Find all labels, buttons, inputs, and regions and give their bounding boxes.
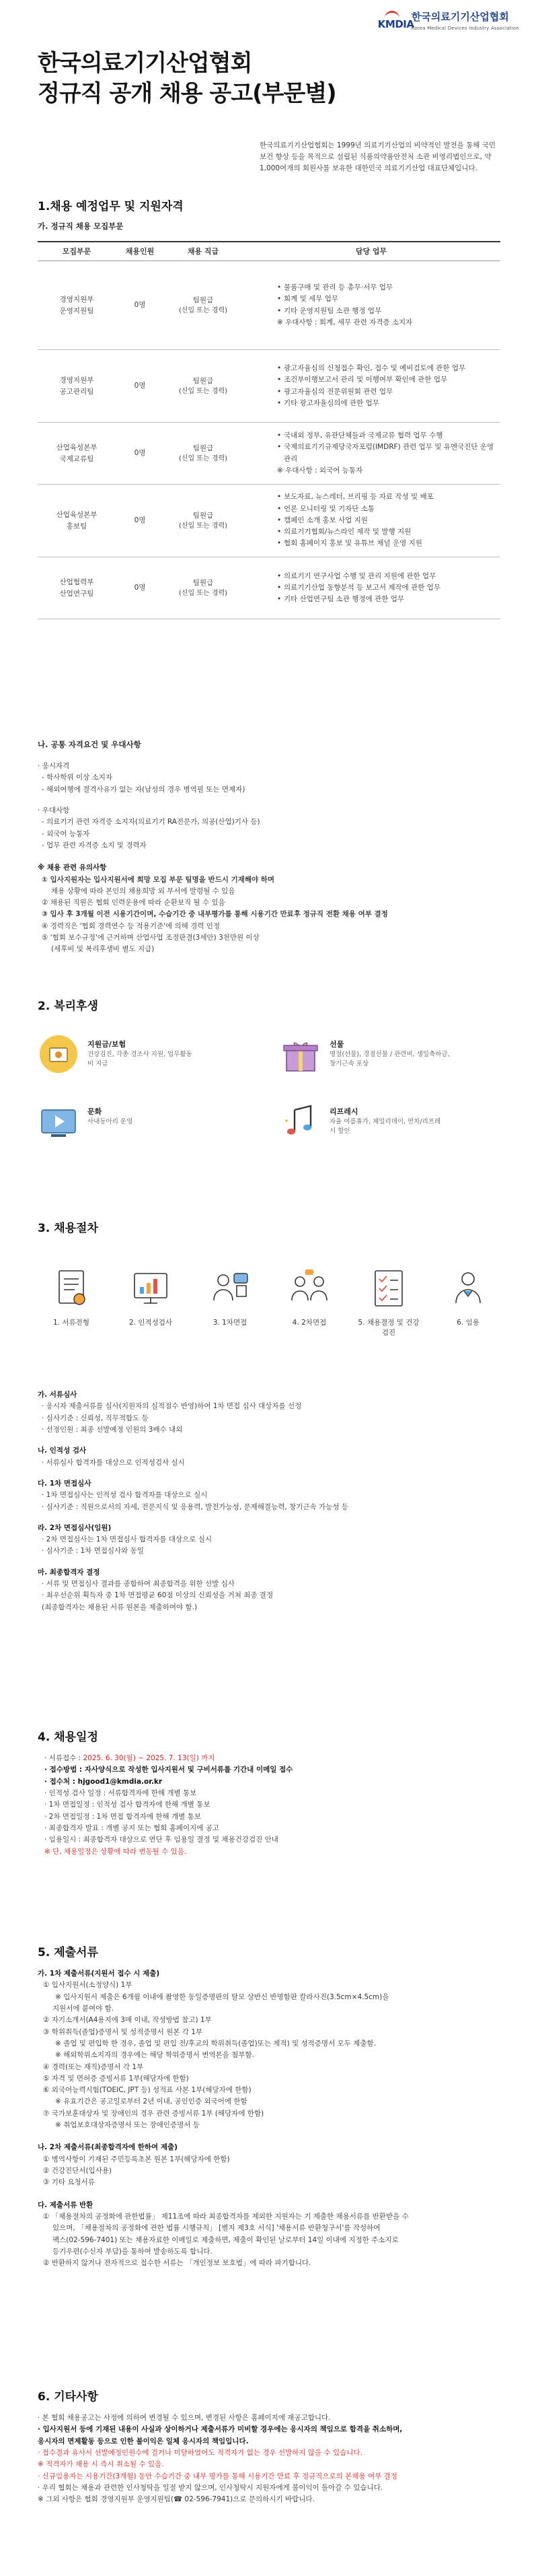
duty-item: • 의료기기산업 동향분석 등 보고서 제작에 관한 업무: [277, 582, 500, 594]
duty-item: • 국내외 정부, 유관단체들과 국제교류 협력 업무 수행: [277, 430, 500, 442]
grade-cell: 팀원급 (신입 또는 경력): [178, 295, 228, 314]
section1-title: 1.채용 예정업무 및 지원자격: [38, 200, 184, 213]
pref-item: - 업무 관련 자격증 소지 및 경력자: [42, 841, 147, 849]
detail-line: (최종합격자는 채용된 서류 원본을 제출하여야 함.): [42, 1603, 198, 1611]
dept-cell: 산업협력부 산업연구팀: [59, 578, 94, 598]
table-header: 모집부문 채용인원 채용 직급 담당 업무: [38, 241, 500, 261]
docs-line: 있으며, 「채용절차의 공정화에 관한 법률 시행규칙」 [별지 제3호 서식] '채용서류 반환청구서'를 작성하여: [52, 2224, 381, 2233]
dept-cell: 산업육성본부 홍보팀: [56, 511, 98, 530]
duties-cell: [242, 430, 500, 477]
docs-line: ※ 입사지원서 제출은 6개월 이내에 촬영한 동일증명판의 탈모 상반신 반명함판 칼라사진(3.5cm×4.5cm)을: [55, 1992, 389, 2001]
detail-heading: 가. 서류심사: [38, 1391, 77, 1399]
note-item: ② 채용된 직원은 협회 인력운용에 따라 순환보직 될 수 있음: [42, 899, 225, 907]
duty-note: ※ 우대사항 : 외국어 능통자: [277, 466, 363, 475]
schedule-line: · 접수방법 : 자사양식으로 작성한 입사지원서 및 구비서류를 기간내 이메일 접수: [44, 1766, 293, 1774]
note-item: ① 입사지원자는 입사지원서에 희망 모집 부문 팀명을 반드시 기재해야 하며: [42, 875, 275, 884]
section2-title: 2. 복리후생: [38, 1000, 98, 1013]
note-item: (세후비 및 복리후생비 별도 지급): [51, 945, 155, 954]
count-cell: 0명: [134, 382, 146, 390]
docs-line: ② 반환하지 않거나 전자적으로 접수한 서류는 「개인정보 보호법」에 따라 파기합니다.: [43, 2259, 311, 2268]
page-title: 한국의료기기산업협회 정규직 공개 채용 공고(부문별): [38, 50, 336, 107]
docs-heading: 다. 제출서류 반환: [38, 2200, 93, 2209]
grade-cell: 팀원급 (신입 또는 경력): [178, 376, 228, 395]
docs-line: ⑥ 외국어능력시험(TOEIC, JPT 등) 성적표 사본 1부(해당자에 한함): [43, 2086, 252, 2095]
detail-heading: 다. 1차 면접심사: [38, 1479, 91, 1488]
schedule-line: · 1차 면접일정 : 인적성 검사 합격자에 한해 개별 통보: [44, 1801, 210, 1809]
job-table: [38, 241, 500, 619]
step-interview2: 4. 2차면접: [276, 1264, 343, 1328]
step-document: 1. 서류전형: [38, 1264, 105, 1328]
misc-line: ※ 적격자가 채용 시 즉시 취소될 수 있음.: [38, 2460, 164, 2469]
dept-cell: 산업육성본부 국제교류팀: [56, 444, 98, 463]
detail-line: · 응시자 제출서류를 심사(지원자의 실적점수 반영)하여 1차 면접 심사 대상자를 선정: [42, 1402, 302, 1411]
table-row: [38, 485, 500, 557]
docs-line: ③ 학위취득(졸업)증명서 및 성적증명서 원본 각 1부: [43, 2027, 203, 2036]
duty-item: • 의료기기 연구사업 수행 및 관리 지원에 관한 업무: [277, 571, 500, 582]
detail-heading: 라. 2차 면접심사(임원): [38, 1523, 112, 1532]
schedule-line: · 최종합격자 발표 : 개별 공지 또는 협회 홈페이지에 공고: [44, 1823, 220, 1832]
docs-line: 지원서에 붙여야 함.: [52, 2004, 114, 2013]
gift-icon: [280, 1033, 321, 1075]
table-row: [38, 261, 500, 350]
duties-cell: [242, 491, 500, 550]
step-aptitude: 2. 인적성검사: [117, 1264, 184, 1328]
hire-icon: [444, 1264, 492, 1313]
count-cell: 0명: [134, 301, 146, 310]
process-details: [38, 1389, 500, 1613]
duties-cell: [242, 571, 500, 606]
welfare-gift: 선물 명절(선물), 경절선물 / 관련비, 생일축하금, 창기근속 포상: [280, 1033, 495, 1075]
duty-item: • 기타 운영지원팀 소관 행정 업무: [277, 306, 500, 317]
duty-item: • 조건부이행보고서 관리 및 이행여부 확인에 관한 업무: [277, 374, 500, 386]
duty-item: • 의료기기협회/뉴스라인 제작 및 발행 지원: [277, 526, 500, 538]
docs-line: ③ 기타 요청서류: [43, 2178, 95, 2187]
note-item: ③ 입사 후 3개월 이전 시용기간이며, 수습기간 중 내부평가를 통해 시용기간 만료후 정규직 전환 채용 여부 결정: [42, 910, 388, 919]
dept-cell: 경영지원부 공고관리팀: [59, 376, 94, 396]
interview2-icon: [285, 1264, 334, 1313]
docs-line: ⑦ 국가보훈대상자 및 장애인의 경우 관련 증빙서류 1부 (해당자에 한함): [43, 2109, 264, 2118]
logo-mark-icon: KMDIA: [378, 9, 408, 32]
logo-korean-name: 한국의료기기산업협회: [411, 11, 509, 23]
common-requirements: · 응시자격 - 학사학위 이상 소지자 - 해외여행에 결격사유가 없는 자(남성의 경우 병역필 또는 면제자) · 우대사항 - 의료기기 관련 자격증 소지자(의료기기 RA전문가, 의공(산업)기사 등) - 외국어 능통자 - 업무 관련 자격증 소지 및 경력자 ※ 채용 관련 유의사항 ① 입사지원자는 입사지원서에 희망 모집 부문 팀명을 반드시 기재해야 하며 채용 상황에 따라 본인의 채용희망 외 부서에 발령될 수 있음 ② 채용된 직원은 협회 인력운용에 따라 순환보직 될 수 있음 ③ 입사 후 3개월 이전 시용기간이며, 수습기간 중 내부평가를 통해 시용기간 만료후 정규직 전환 채용 여부 결정 ④ 경력직은 '협회 경력연수 등 적용기준'에 의해 경력 인정 ⑤ '협회 보수규정'에 근거하며 산업사업 조정판결(3세안) 3천만원 이상 (세후비 및 복리후생비 별도 지급): [38, 761, 500, 956]
process-steps: [38, 1264, 500, 1338]
misc-line: · 우리 협회는 채용과 관련한 인사청탁을 일절 받지 않으며, 인사청탁시 지원자에게 불이익이 돌아갈 수 있습니다.: [38, 2483, 383, 2492]
count-cell: 0명: [134, 449, 146, 458]
note-item: ④ 경력직은 '협회 경력연수 등 적용기준'에 의해 경력 인정: [42, 921, 221, 930]
misc-line: · 접수결과 유사서 선발예정인원수에 걸거나 미달하였어도 적격자가 없는 경우 선발하지 않을 수 있습니다.: [38, 2448, 362, 2457]
support-icon: [38, 1033, 79, 1075]
pref-item: - 의료기기 관련 자격증 소지자(의료기기 RA전문가, 의공(산업)기사 등): [42, 818, 260, 827]
section4-title: 4. 채용일정: [38, 1731, 98, 1744]
document-icon: [47, 1264, 95, 1313]
duty-item: • 광고자율심의 신청접수 확인, 접수 및 예비검토에 관한 업무: [277, 363, 500, 374]
section1-sub-a: 가. 정규직 채용 모집부문: [38, 221, 124, 231]
detail-line: · 서류 및 면접심사 결과를 종합하여 최종합격을 위한 선발 심사: [42, 1580, 235, 1589]
welfare-support: 지원금/보험 건강검진, 각종 경조사 지원, 업무활동비 지급: [38, 1033, 253, 1075]
docs-line: 등기우편(수신자 부담)을 통하여 발송하도록 합니다.: [52, 2247, 213, 2256]
grade-cell: 팀원급 (신입 또는 경력): [178, 444, 228, 462]
detail-line: · 선정인원 : 최종 선발예정 인원의 3배수 내외: [42, 1425, 183, 1434]
grade-cell: 팀원급 (신입 또는 경력): [178, 511, 228, 530]
section1-sub-b: 나. 공통 자격요건 및 우대사항: [38, 740, 141, 749]
duty-item: • 물품구매 및 관리 등 총무·서무 업무: [277, 282, 500, 293]
step-interview1: 3. 1차면접: [196, 1264, 264, 1328]
docs-line: ④ 경력(또는 재직)증명서 각 1부: [43, 2062, 144, 2071]
detail-line: · 심사기준 : 1차 면접심사와 동일: [42, 1547, 144, 1556]
section6-title: 6. 기타사항: [38, 2390, 98, 2404]
schedule-note: ※ 단, 채용일정은 상황에 따라 변동될 수 있음.: [44, 1847, 187, 1856]
duty-item: • 회계 및 세무 업무: [277, 293, 500, 305]
docs-line: ⑤ 자격 및 면허증 증빙서류 1부(해당자에 한함): [43, 2074, 189, 2083]
misc-line: · 입사지원서 등에 기재된 내용이 사실과 상이하거나 제출서류가 미비할 경우에는 응시자의 책임으로 합격을 취소하며,: [38, 2425, 403, 2434]
table-row: [38, 350, 500, 423]
docs-line: ※ 졸업 및 편입학 한 경우, 졸업 및 편입 전/후교의 학위취득(졸업)또는 제적) 및 성적증명서 모두 제출함.: [55, 2039, 376, 2048]
kmdia-logo[interactable]: [378, 9, 519, 32]
step-decision: 5. 채용결정 및 건강검진: [355, 1264, 422, 1337]
schedule-line: · 임용일시 : 최종합격자 대상으로 연단 후 임용일 결정 및 채용건강검진 안내: [44, 1836, 278, 1844]
count-cell: 0명: [134, 516, 146, 525]
docs-line: ② 건강진단서(입사용): [43, 2167, 112, 2175]
detail-heading: 나. 인적성 검사: [38, 1447, 87, 1455]
req-item: - 해외여행에 결격사유가 없는 자(남성의 경우 병역필 또는 면제자): [42, 785, 245, 794]
schedule-line: · 인적성 검사 일정 : 서류합격자에 한해 개별 통보: [44, 1788, 197, 1797]
aptitude-icon: [126, 1264, 175, 1313]
duty-item: • 캠페인 소개 홍보 사업 지원: [277, 515, 500, 526]
detail-line: · 서류심사 합격자를 대상으로 인적성검사 실시: [42, 1458, 185, 1467]
duty-item: • 광고자율심의 전문위원회 관련 업무: [277, 386, 500, 398]
docs-heading: 나. 2차 제출서류(최종합격자에 한하여 제출): [38, 2143, 178, 2152]
intro-text: 한국의료기기산업협회는 1999년 의료기기산업의 비약적인 발전을 통해 국민보건 향상 등을 목적으로 설립된 식품의약품안전처 소관 비영리법인으로, 약 1,000여개의 회원사를 보유한 대한민국 의료기기산업 대표단체입니다.: [260, 141, 496, 172]
detail-heading: 마. 최종합격자 결정: [38, 1568, 100, 1576]
docs-line: ① 「채용절차의 공정화에 관한법률」 제11조에 따라 최종합격자를 제외한 지원자는 기 제출한 채용서류를 반환받을 수: [43, 2212, 409, 2221]
req-item: - 학사학위 이상 소지자: [42, 773, 113, 782]
duty-item: • 협회 홈페이지 홍보 및 유튜브 채널 운영 지원: [277, 538, 500, 549]
docs-line: ① 입사지원서(소정양식) 1부: [43, 1981, 132, 1990]
detail-line: · 1차 면접심사는 인적성 검사 합격자를 대상으로 실시: [42, 1491, 208, 1500]
schedule-line: · 서류접수 : 2025. 6. 30(월) ~ 2025. 7. 13(일) 까지: [44, 1754, 215, 1762]
docs-line: ※ 유효기간은 공고일로부터 2년 이내, 공인인증 외국어에 한함: [55, 2097, 247, 2106]
step-hire: 6. 임용: [434, 1264, 502, 1328]
welfare-culture: 문화 사내동아리 운영: [38, 1101, 253, 1142]
section5-title: 5. 제출서류: [38, 1946, 98, 1959]
detail-line: · 최우선순위 획득자 중 1차 면접평균 60점 이상의 신뢰성을 거쳐 최종 결정: [42, 1591, 274, 1600]
docs-line: ※ 해외학위소지자의 경우에는 해당 학위증명서 번역본을 첨부함.: [55, 2051, 254, 2060]
detail-line: · 심사기준 : 직원으로서의 자세, 전문지식 및 응용력, 발전가능성, 문제해결능력, 창기근속 가능성 등: [42, 1502, 348, 1511]
docs-line: ② 자기소개서(A4용지에 3매 이내, 작성방법 참고) 1부: [43, 2016, 212, 2025]
detail-line: · 2차 면접심사는 1차 면접심사 합격자를 대상으로 실시: [42, 1535, 213, 1544]
schedule-line: · 2차 면접일정 : 1차 면접 합격자에 한해 개별 통보: [44, 1812, 201, 1821]
duty-item: • 언론 모니터링 및 기자단 소통: [277, 503, 500, 515]
docs-line: 팩스(02-596-7401) 또는 채용자료한 이메일로 제출하면, 제출이 확인된 날로부터 14일 이내에 지정한 주소지로: [52, 2235, 399, 2244]
duties-cell: [242, 363, 500, 409]
logo-english-name: Korea Medical Devices Industry Association: [411, 26, 519, 32]
grade-cell: 팀원급 (신입 또는 경력): [178, 578, 228, 597]
table-row: [38, 557, 500, 619]
schedule-line: · 접수처 : hjgood1@kmdia.or.kr: [44, 1777, 163, 1786]
misc-line: ※ 그외 사항은 협회 경영지원부 운영지원팀(☎ 02-596-7941)으로 문의하시기 바랍니다.: [38, 2495, 315, 2504]
note-item: 채용 상황에 따라 본인의 채용희망 외 부서에 발령될 수 있음: [51, 886, 235, 895]
checklist-icon: [364, 1264, 413, 1313]
dept-cell: 경영지원부 운영지원팀: [59, 295, 94, 315]
docs-line: ① 병역사항이 기재된 주민등록초본 원본 1부(해당자에 한함): [43, 2155, 230, 2163]
note-item: ⑤ '협회 보수규정'에 근거하며 산업사업 조정판결(3세안) 3천만원 이상: [42, 934, 260, 942]
welfare-refresh: 리프레시 자율 여름휴가, 체일리데이, 연차/리프레시 할인: [280, 1101, 495, 1142]
schedule-list: [38, 1753, 500, 1858]
docs-heading: 가. 1차 제출서류(지원서 접수 시 제출): [38, 1970, 160, 1978]
culture-icon: [38, 1101, 79, 1142]
misc-line: · 본 협회 채용공고는 사정에 의하여 변경될 수 있으며, 변경된 사항은 홈페이지에 재공고합니다.: [38, 2414, 331, 2422]
music-icon: [280, 1101, 321, 1142]
detail-line: · 심사기준 : 신뢰성, 직무적합도 등: [42, 1414, 149, 1422]
interview1-icon: [206, 1264, 254, 1313]
count-cell: 0명: [134, 584, 146, 592]
duties-cell: [242, 282, 500, 328]
misc-line: 응시자의 면제활동 등으로 인한 불이익은 일체 응시자의 책임입니다.: [38, 2437, 249, 2445]
duty-note: ※ 우대사항 : 회계, 세무 관련 자격증 소지자: [277, 318, 413, 326]
duty-item: • 보도자료, 뉴스레터, 브리핑 등 자료 작성 및 배포: [277, 491, 500, 503]
documents-list: [38, 1968, 500, 2270]
docs-line: ※ 취업보호대상자증명서 또는 장애인증명서 등: [55, 2121, 200, 2130]
table-row: [38, 423, 500, 485]
duty-item: • 기타 산업연구팀 소관 행정에 관한 업무: [277, 594, 500, 605]
misc-line: · 신규임용자는 시용기간(3개월) 동안 수습기간 중 내부 평가를 통해 시용기간 만료 후 정규직으로의 본채용 여부 결정: [38, 2472, 397, 2480]
pref-item: - 외국어 능통자: [42, 829, 90, 838]
misc-notes: [38, 2412, 500, 2506]
duty-item: • 기타 광고자율심의에 관한 업무: [277, 398, 500, 409]
duty-item: • 국제의료기기규제당국자포럼(IMDRF) 관련 업무 및 유엔국진단 운영 관리: [277, 442, 500, 465]
section3-title: 3. 채용절차: [38, 1222, 98, 1235]
